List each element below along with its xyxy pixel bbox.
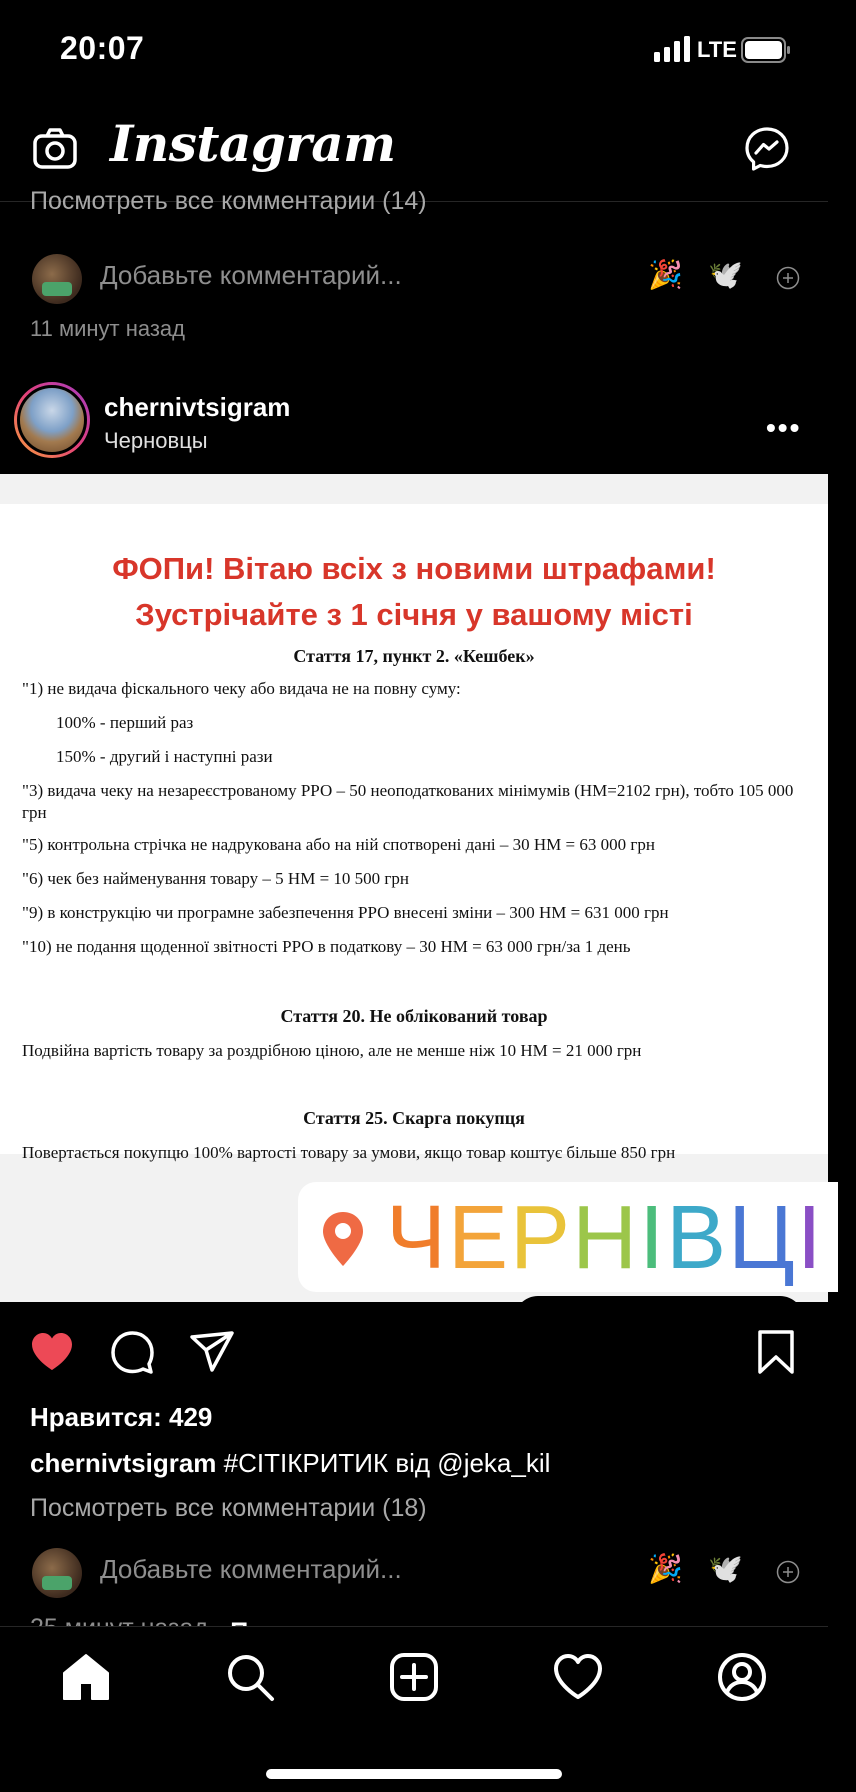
post-location[interactable]: Черновцы — [104, 428, 208, 453]
city-banner — [298, 1182, 838, 1292]
profile-icon[interactable] — [716, 1651, 768, 1703]
city-letter: Ц — [728, 1188, 797, 1288]
post-timestamp-row — [30, 1618, 630, 1626]
bottom-tab-bar — [0, 1626, 828, 1792]
story-ring[interactable] — [14, 382, 90, 458]
add-comment-row[interactable] — [0, 246, 828, 306]
doc-heading: Стаття 25. Скарга покупця — [303, 1108, 525, 1128]
doc-title-line: Зустрічайте з 1 січня у вашому місті — [135, 597, 693, 632]
status-bar — [0, 0, 828, 100]
doc-paragraph: "10) не подання щоденної звітності РРО в податкову – 30 НМ = 63 000 грн/за 1 день — [22, 937, 631, 956]
doc-paragraph: Подвійна вартість товару за роздрібною ціною, але не менше ніж 10 НМ = 21 000 грн — [22, 1041, 642, 1060]
doc-paragraph: "5) контрольна стрічка не надрукована або на ній спотворені дані – 30 НМ = 63 000 грн — [22, 835, 655, 854]
doc-paragraph: 150% - другий і наступні рази — [56, 747, 273, 766]
doc-paragraph: "6) чек без найменування товару – 5 НМ = 10 500 грн — [22, 869, 409, 888]
cellular-signal-icon — [654, 36, 690, 62]
network-type: LTE — [697, 37, 737, 62]
city-name — [386, 1188, 824, 1288]
doc-paragraph: "9) в конструкцію чи програмне забезпечення РРО внесені зміни – 300 НМ = 631 000 грн — [22, 903, 669, 922]
add-emoji-icon[interactable] — [776, 266, 800, 290]
city-letter: Е — [448, 1188, 511, 1288]
avatar — [17, 385, 87, 455]
post-timestamp: 11 минут назад — [30, 316, 185, 341]
new-post-icon[interactable] — [388, 1651, 440, 1703]
doc-paragraph: 100% - перший раз — [56, 713, 194, 732]
activity-heart-icon[interactable] — [552, 1651, 604, 1703]
location-pin-icon — [320, 1210, 366, 1268]
caption-text: #CITIКРИТИК від @jeka_kil — [223, 1448, 551, 1478]
add-comment-input[interactable]: Добавьте комментарий... — [100, 1554, 402, 1584]
doc-paragraph: Повертається покупцю 100% вартості товару за умови, якщо товар коштує більше 850 грн — [22, 1143, 676, 1162]
doc-paragraph: "3) видача чеку на незареєстрованому РРО – 50 неоподаткованих мінімумів (НМ=2102 грн), тобто 105 000 грн — [22, 781, 794, 822]
city-letter: Ч — [386, 1188, 448, 1288]
avatar — [32, 254, 82, 304]
instagram-logo: Instagram — [110, 114, 396, 173]
likes-count[interactable]: Нравится: 429 — [30, 1402, 213, 1432]
party-emoji-button[interactable]: 🎉 — [648, 1553, 683, 1584]
city-letter: І — [796, 1188, 824, 1288]
status-time: 20:07 — [60, 30, 145, 66]
post-actions — [0, 1302, 828, 1398]
add-comment-input[interactable]: Добавьте комментарий... — [100, 260, 402, 290]
doc-title — [0, 546, 828, 638]
home-indicator — [266, 1769, 562, 1779]
dove-emoji-button[interactable]: 🕊️ — [708, 1553, 743, 1584]
comment-icon[interactable] — [108, 1328, 156, 1376]
city-letter: Р — [510, 1188, 573, 1288]
messenger-icon[interactable] — [744, 126, 790, 172]
view-all-comments-link[interactable]: Посмотреть все комментарии (18) — [30, 1494, 427, 1522]
search-icon[interactable] — [224, 1651, 276, 1703]
camera-icon[interactable] — [32, 126, 78, 172]
share-icon[interactable] — [188, 1328, 236, 1376]
post-image[interactable] — [0, 474, 828, 1302]
avatar — [32, 1548, 82, 1598]
post-username[interactable]: chernivtsigram — [104, 392, 291, 422]
dove-emoji-button[interactable]: 🕊️ — [708, 259, 743, 290]
home-icon[interactable] — [60, 1651, 112, 1703]
party-emoji-button[interactable]: 🎉 — [648, 259, 683, 290]
doc-paragraph: "1) не видача фіскального чеку або видача не на повну суму: — [22, 679, 461, 698]
bookmark-icon[interactable] — [752, 1328, 800, 1376]
add-emoji-icon[interactable] — [776, 1560, 800, 1584]
doc-heading: Стаття 17, пункт 2. «Кешбек» — [293, 646, 535, 666]
more-options-icon[interactable]: ••• — [766, 412, 802, 443]
view-all-comments-link[interactable]: Посмотреть все комментарии (14) — [30, 187, 427, 215]
post-header — [0, 378, 828, 474]
doc-title-line: ФОПи! Вітаю всіх з новими штрафами! — [112, 551, 716, 586]
doc-heading: Стаття 20. Не облікований товар — [280, 1006, 548, 1026]
city-letter: В — [666, 1188, 729, 1288]
city-letter: Н — [572, 1188, 640, 1288]
caption-username[interactable]: chernivtsigram — [30, 1448, 217, 1478]
post-caption — [30, 1448, 550, 1479]
city-letter: І — [639, 1188, 667, 1288]
add-comment-row[interactable] — [0, 1540, 828, 1600]
like-heart-icon[interactable] — [28, 1328, 76, 1376]
battery-icon — [741, 37, 791, 63]
document-image — [0, 504, 828, 1162]
